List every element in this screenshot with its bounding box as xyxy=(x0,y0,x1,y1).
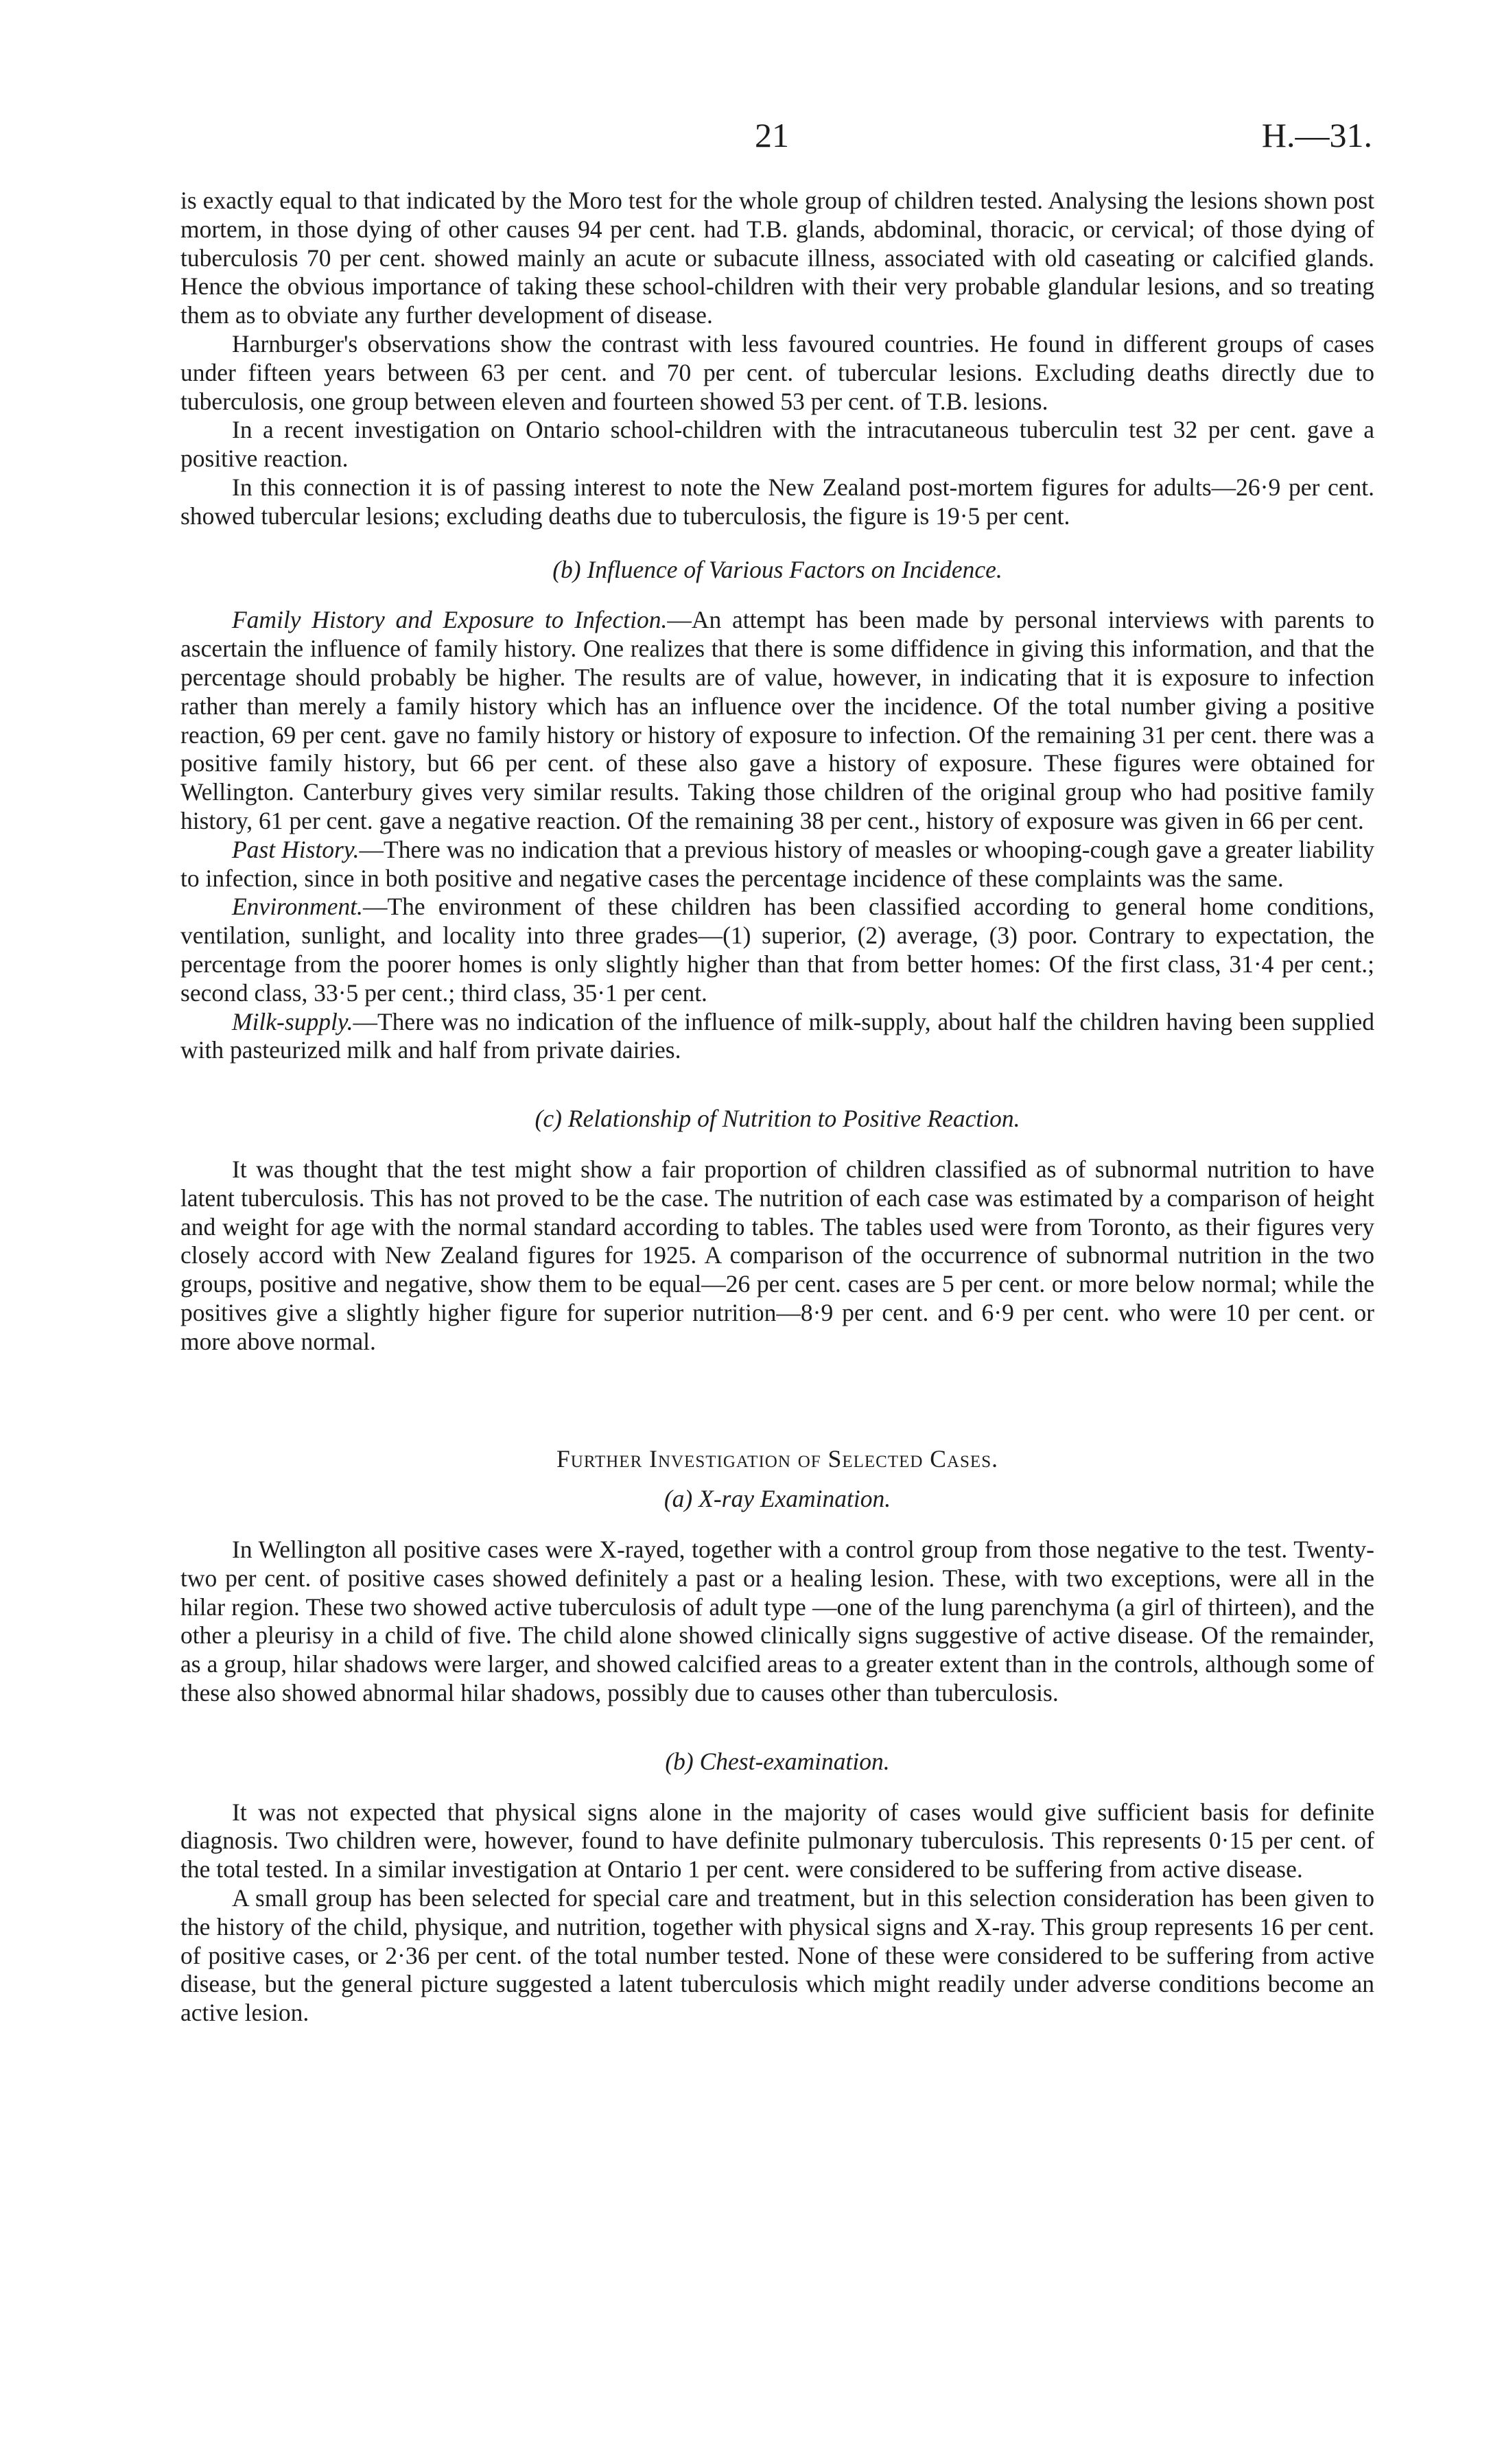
paragraph-moro-test: is exactly equal to that indicated by the Moro test for the whole group of children tested. Analysing the lesions shown post mortem, in those dying of other causes 94 per cent. had T.B. glands, abdominal, thoracic, or cervical; of those dying of tuberculosis 70 per cent. showed mainly an acute or subacute illness, associated with old caseating or calcified glands. Hence the obvious importance of taking these school-children with their very probable glandular lesions, and so treating them as to obviate any further development of disease. xyxy=(180,187,1374,329)
text-past-history: —There was no indication that a previous history of measles or whooping-cough gave a greater liability to infection, since in both positive and negative cases the percentage incidence of these complaints was the same. xyxy=(180,835,1375,892)
paragraph-harnburger: Harnburger's observations show the contrast with less favoured countries. He found in different groups of cases under fifteen years between 63 per cent. and 70 per cent. of tubercular lesions. Excluding deaths directly due to tuberculosis, one group between eleven and fourteen showed 53 per cent. of T.B. lesions. xyxy=(180,329,1374,415)
paragraph-family-history xyxy=(180,606,1374,835)
paragraph-environment xyxy=(180,893,1374,1007)
paragraph-ontario: In a recent investigation on Ontario school-children with the intracutaneous tuberculin test 32 per cent. gave a positive reaction. xyxy=(180,416,1374,473)
heading-xray: (a) X-ray Examination. xyxy=(664,1485,891,1513)
paragraph-past-history xyxy=(180,836,1374,893)
paragraph-new-zealand-post-mortem: In this connection it is of passing interest to note the New Zealand post-mortem figures for adults—26·9 per cent. showed tubercular lesions; excluding deaths due to tuberculosis, the figure is 19·5 per cent. xyxy=(180,473,1374,530)
paragraph-milk-supply xyxy=(180,1008,1374,1066)
page-number: 21 xyxy=(755,116,789,154)
lead-family-history: Family History and Exposure to Infection. xyxy=(232,606,668,634)
heading-further-investigation: Further Investigation of Selected Cases. xyxy=(556,1445,998,1473)
paragraph-chest-1: It was not expected that physical signs alone in the majority of cases would give sufficient basis for definite diagnosis. Two children were, however, found to have definite pulmonary tuberculosis. This represents 0·15 per cent. of the total tested. In a similar investigation at Ontario 1 per cent. were considered to be suffering from active disease. xyxy=(180,1798,1374,1884)
text-family-history: —An attempt has been made by personal interviews with parents to ascertain the influence of family history. One realizes that there is some diffidence in giving this information, and that the percentage should probably be higher. The results are of value, however, in indicating that it is exposure to infection rather than merely a family history which has an influence over the incidence. Of the total number giving a positive reaction, 69 per cent. gave no family history or history of exposure to infection. Of the remaining 31 per cent. there was a positive family history, but 66 per cent. of these also gave a history of exposure. These figures were obtained for Wellington. Canterbury gives very similar results. Taking those children of the original group who had positive family history, 61 per cent. gave a negative reaction. Of the remaining 38 per cent., history of exposure was given in 66 per cent. xyxy=(180,606,1374,834)
heading-chest-examination: (b) Chest-examination. xyxy=(665,1747,890,1775)
heading-nutrition: (c) Relationship of Nutrition to Positive Reaction. xyxy=(535,1105,1020,1133)
heading-influence-factors: (b) Influence of Various Factors on Incidence. xyxy=(552,555,1002,583)
paragraph-chest-2: A small group has been selected for special care and treatment, but in this selection consideration has been given to the history of the child, physique, and nutrition, together with physical signs and X-ray. This group represents 16 per cent. of positive cases, or 2·36 per cent. of the total number tested. None of these were considered to be suffering from active disease, but the general picture suggested a latent tuberculosis which might readily under adverse conditions become an active lesion. xyxy=(180,1884,1374,2027)
document-code: H.—31. xyxy=(1261,116,1372,154)
text-environment: —The environment of these children has been classified according to general home conditions, ventilation, sunlight, and locality into three grades—(1) superior, (2) average, (3) poor. Contrary to expectation, the percentage from the poorer homes is only slightly higher than that from better homes: Of the first class, 31·4 per cent.; second class, 33·5 per cent.; third class, 35·1 per cent. xyxy=(180,893,1374,1007)
page-body xyxy=(180,187,1374,2028)
text-milk-supply: —There was no indication of the influence of milk-supply, about half the children having been supplied with pasteurized milk and half from private dairies. xyxy=(180,1007,1374,1064)
lead-environment: Environment. xyxy=(232,893,363,921)
lead-past-history: Past History. xyxy=(232,835,360,863)
lead-milk-supply: Milk-supply. xyxy=(232,1007,353,1035)
paragraph-nutrition: It was thought that the test might show a fair proportion of children classified as of subnormal nutrition to have latent tuberculosis. This has not proved to be the case. The nutrition of each case was estimated by a comparison of height and weight for age with the normal standard according to tables. The tables used were from Toronto, as their figures very closely accord with New Zealand figures for 1925. A comparison of the occurrence of subnormal nutrition in the two groups, positive and negative, show them to be equal—26 per cent. cases are 5 per cent. or more below normal; while the positives give a slightly higher figure for superior nutrition—8·9 per cent. and 6·9 per cent. who were 10 per cent. or more above normal. xyxy=(180,1155,1374,1355)
paragraph-xray: In Wellington all positive cases were X-rayed, together with a control group from those negative to the test. Twenty-two per cent. of positive cases showed definitely a past or a healing lesion. These, with two exceptions, were all in the hilar region. These two showed active tuberculosis of adult type —one of the lung parenchyma (a girl of thirteen), and the other a pleurisy in a child of five. The child alone showed clinically signs suggestive of active disease. Of the remainder, as a group, hilar shadows were larger, and showed calcified areas to a greater extent than in the controls, although some of these also showed abnormal hilar shadows, possibly due to causes other than tuberculosis. xyxy=(180,1536,1374,1707)
